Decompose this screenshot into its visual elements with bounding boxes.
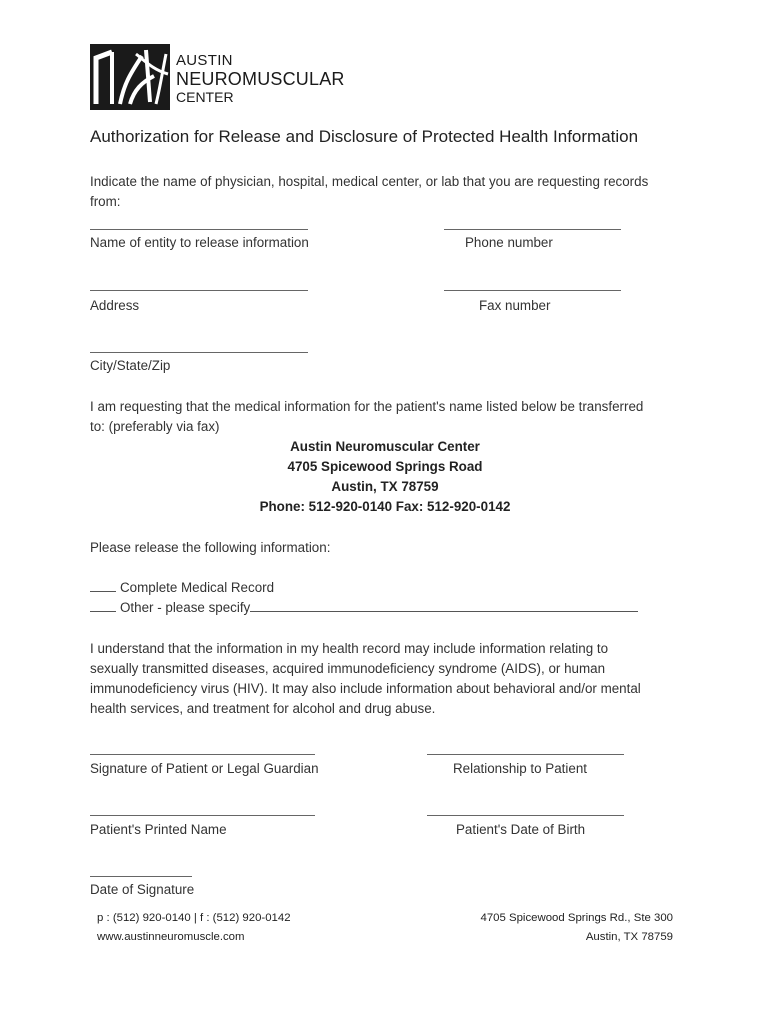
recipient-name: Austin Neuromuscular Center (290, 439, 480, 454)
printed-name-label: Patient's Printed Name (90, 822, 227, 837)
footer-phone-fax: p : (512) 920-0140 | f : (512) 920-0142 (97, 912, 291, 924)
other-label: Other - please specify (120, 600, 251, 615)
consent-line-3: immunodeficiency virus (HIV). It may also include information about behavioral and/or mental (90, 681, 641, 696)
release-option-other (90, 598, 638, 618)
fax-label: Fax number (479, 298, 551, 313)
relationship-label: Relationship to Patient (453, 761, 587, 776)
entity-name-label: Name of entity to release information (90, 235, 309, 250)
recipient-contact: Phone: 512-920-0140 Fax: 512-920-0142 (259, 499, 511, 514)
request-line-2: to: (preferably via fax) (90, 419, 220, 434)
complete-record-label: Complete Medical Record (120, 580, 275, 595)
phone-blank[interactable] (444, 229, 621, 230)
logo-line-1: AUSTIN (176, 52, 233, 69)
release-option-complete (90, 578, 274, 598)
date-signed-blank[interactable] (90, 876, 192, 877)
footer-website[interactable]: www.austinneuromuscle.com (97, 931, 245, 943)
form-title: Authorization for Release and Disclosure of Protected Health Information (90, 127, 639, 146)
logo-line-3: CENTER (176, 89, 234, 105)
address-blank[interactable] (90, 290, 308, 291)
intro-line-1: Indicate the name of physician, hospital, medical center, or lab that you are requesting records (90, 174, 649, 189)
consent-line-1: I understand that the information in my health record may include information relating to (90, 641, 609, 656)
entity-name-blank[interactable] (90, 229, 308, 230)
logo-text (176, 53, 345, 104)
intro-line-2: from: (90, 194, 121, 209)
dob-blank[interactable] (427, 815, 624, 816)
printed-name-blank[interactable] (90, 815, 315, 816)
footer-address-2: Austin, TX 78759 (585, 931, 673, 943)
consent-line-2: sexually transmitted diseases, acquired immunodeficiency syndrome (AIDS), or human (90, 661, 606, 676)
address-label: Address (90, 298, 140, 313)
footer-address-1: 4705 Spicewood Springs Rd., Ste 300 (480, 912, 673, 924)
dob-label: Patient's Date of Birth (456, 822, 586, 837)
recipient-city: Austin, TX 78759 (331, 479, 439, 494)
city-state-zip-blank[interactable] (90, 352, 308, 353)
logo-line-2: NEUROMUSCULAR (176, 69, 345, 89)
other-checkbox[interactable] (90, 598, 116, 612)
relationship-blank[interactable] (427, 754, 624, 755)
other-specify-blank[interactable] (250, 598, 638, 612)
consent-line-4: health services, and treatment for alcohol and drug abuse. (90, 701, 436, 716)
fax-blank[interactable] (444, 290, 621, 291)
signature-blank[interactable] (90, 754, 315, 755)
recipient-street: 4705 Spicewood Springs Road (287, 459, 483, 474)
logo-mark (90, 44, 170, 110)
phone-label: Phone number (465, 235, 553, 250)
request-line-1: I am requesting that the medical information for the patient's name listed below be transferred (90, 399, 644, 414)
release-heading: Please release the following information: (90, 540, 331, 555)
date-signed-label: Date of Signature (90, 882, 195, 897)
signature-label: Signature of Patient or Legal Guardian (90, 761, 319, 776)
complete-record-checkbox[interactable] (90, 578, 116, 592)
city-state-zip-label: City/State/Zip (90, 358, 171, 373)
